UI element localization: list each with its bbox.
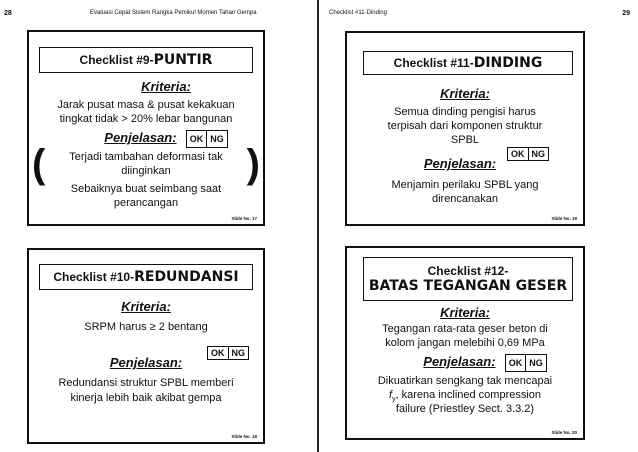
penjelasan-text-1: Redundansi struktur SPBL memberi xyxy=(58,377,234,389)
ok-ng-box xyxy=(505,354,547,372)
penjelasan-text-3: failure (Priestley Sect. 3.3.2) xyxy=(395,403,535,415)
penjelasan-label: Penjelasan: xyxy=(104,129,177,145)
right-brace-icon: ) xyxy=(246,142,260,186)
title-prefix: Checklist #9- xyxy=(79,53,154,67)
kriteria-text-1: Semua dinding pengisi harus xyxy=(394,106,536,118)
slide-18 xyxy=(27,248,265,444)
left-brace-icon: ( xyxy=(32,142,46,186)
kriteria-label: Kriteria: xyxy=(141,79,191,94)
page-number: 28 xyxy=(4,10,12,17)
kriteria-text-2: terpisah dari komponen struktur xyxy=(387,120,543,132)
penjelasan-text-2: diinginkan xyxy=(121,165,171,177)
ok-ng-box xyxy=(186,130,228,148)
ng-mark: NG xyxy=(228,347,249,359)
title-prefix: Checklist #11- xyxy=(393,56,474,70)
penjelasan-text-1: Menjamin perilaku SPBL yang xyxy=(391,179,539,191)
fy-subscript: y xyxy=(392,396,396,404)
penjelasan-text-2: kinerja lebih baik akibat gempa xyxy=(70,392,222,404)
ng-mark: NG xyxy=(206,131,227,147)
fy-symbol: f xyxy=(388,389,393,401)
slide-number: Slide No. 17 xyxy=(231,216,257,221)
kriteria-label: Kriteria: xyxy=(121,299,171,314)
ok-mark: OK xyxy=(511,148,525,159)
penjelasan-text-4: perancangan xyxy=(113,197,179,209)
title-topic: PUNTIR xyxy=(153,52,213,68)
penjelasan-text-1: Dikuatirkan sengkang tak mencapai xyxy=(377,375,553,387)
penjelasan-label: Penjelasan: xyxy=(109,355,183,370)
page-header: Evaluasi Cepat Sistem Rangka Pemikul Momen Tahan Gempa xyxy=(90,10,257,16)
slide-19 xyxy=(345,31,585,226)
kriteria-text-1: Tegangan rata-rata geser beton di xyxy=(382,323,548,335)
slide-number: Slide No. 18 xyxy=(231,434,257,439)
right-page xyxy=(319,0,638,452)
penjelasan-text-1: Terjadi tambahan deformasi tak xyxy=(69,151,223,163)
title-prefix: Checklist #10- xyxy=(53,270,135,284)
slide-title xyxy=(363,51,573,75)
ok-mark: OK xyxy=(508,358,523,368)
ok-mark: OK xyxy=(211,347,225,358)
kriteria-text-1: SRPM harus ≥ 2 bentang xyxy=(84,321,208,333)
penjelasan-text-2b: , karena inclined compression xyxy=(395,389,542,401)
kriteria-label: Kriteria: xyxy=(440,86,490,101)
slide-number: Slide No. 20 xyxy=(551,430,577,435)
kriteria-text-1: Jarak pusat masa & pusat kekakuan xyxy=(57,99,235,111)
kriteria-text-3: SPBL xyxy=(450,134,480,146)
ng-mark: NG xyxy=(525,355,546,371)
page-header: Checklist #11-Dinding xyxy=(329,10,387,16)
title-topic: DINDING xyxy=(473,55,543,71)
slide-title xyxy=(39,47,253,73)
slide-20 xyxy=(345,246,585,440)
slide-title xyxy=(39,264,253,290)
ng-mark: NG xyxy=(528,148,549,160)
kriteria-label: Kriteria: xyxy=(440,305,490,320)
title-topic: BATAS TEGANGAN GESER xyxy=(368,278,568,294)
page-number: 29 xyxy=(622,10,630,17)
title-prefix: Checklist #12- xyxy=(427,264,509,278)
slide-number: Slide No. 19 xyxy=(551,216,577,221)
left-page xyxy=(0,0,318,452)
kriteria-text-2: kolom jangan melebihi 0,69 MPa xyxy=(385,337,545,349)
title-topic: REDUNDANSI xyxy=(134,269,239,285)
kriteria-text-2: tingkat tidak > 20% lebar bangunan xyxy=(59,113,233,125)
penjelasan-label: Penjelasan: xyxy=(423,156,497,171)
penjelasan-text-3: Sebaiknya buat seimbang saat xyxy=(70,183,222,195)
penjelasan-label: Penjelasan: xyxy=(423,353,496,369)
slide-title xyxy=(363,257,573,301)
penjelasan-text-2: direncanakan xyxy=(431,193,499,205)
slide-17 xyxy=(27,30,265,226)
ok-mark: OK xyxy=(189,134,204,144)
